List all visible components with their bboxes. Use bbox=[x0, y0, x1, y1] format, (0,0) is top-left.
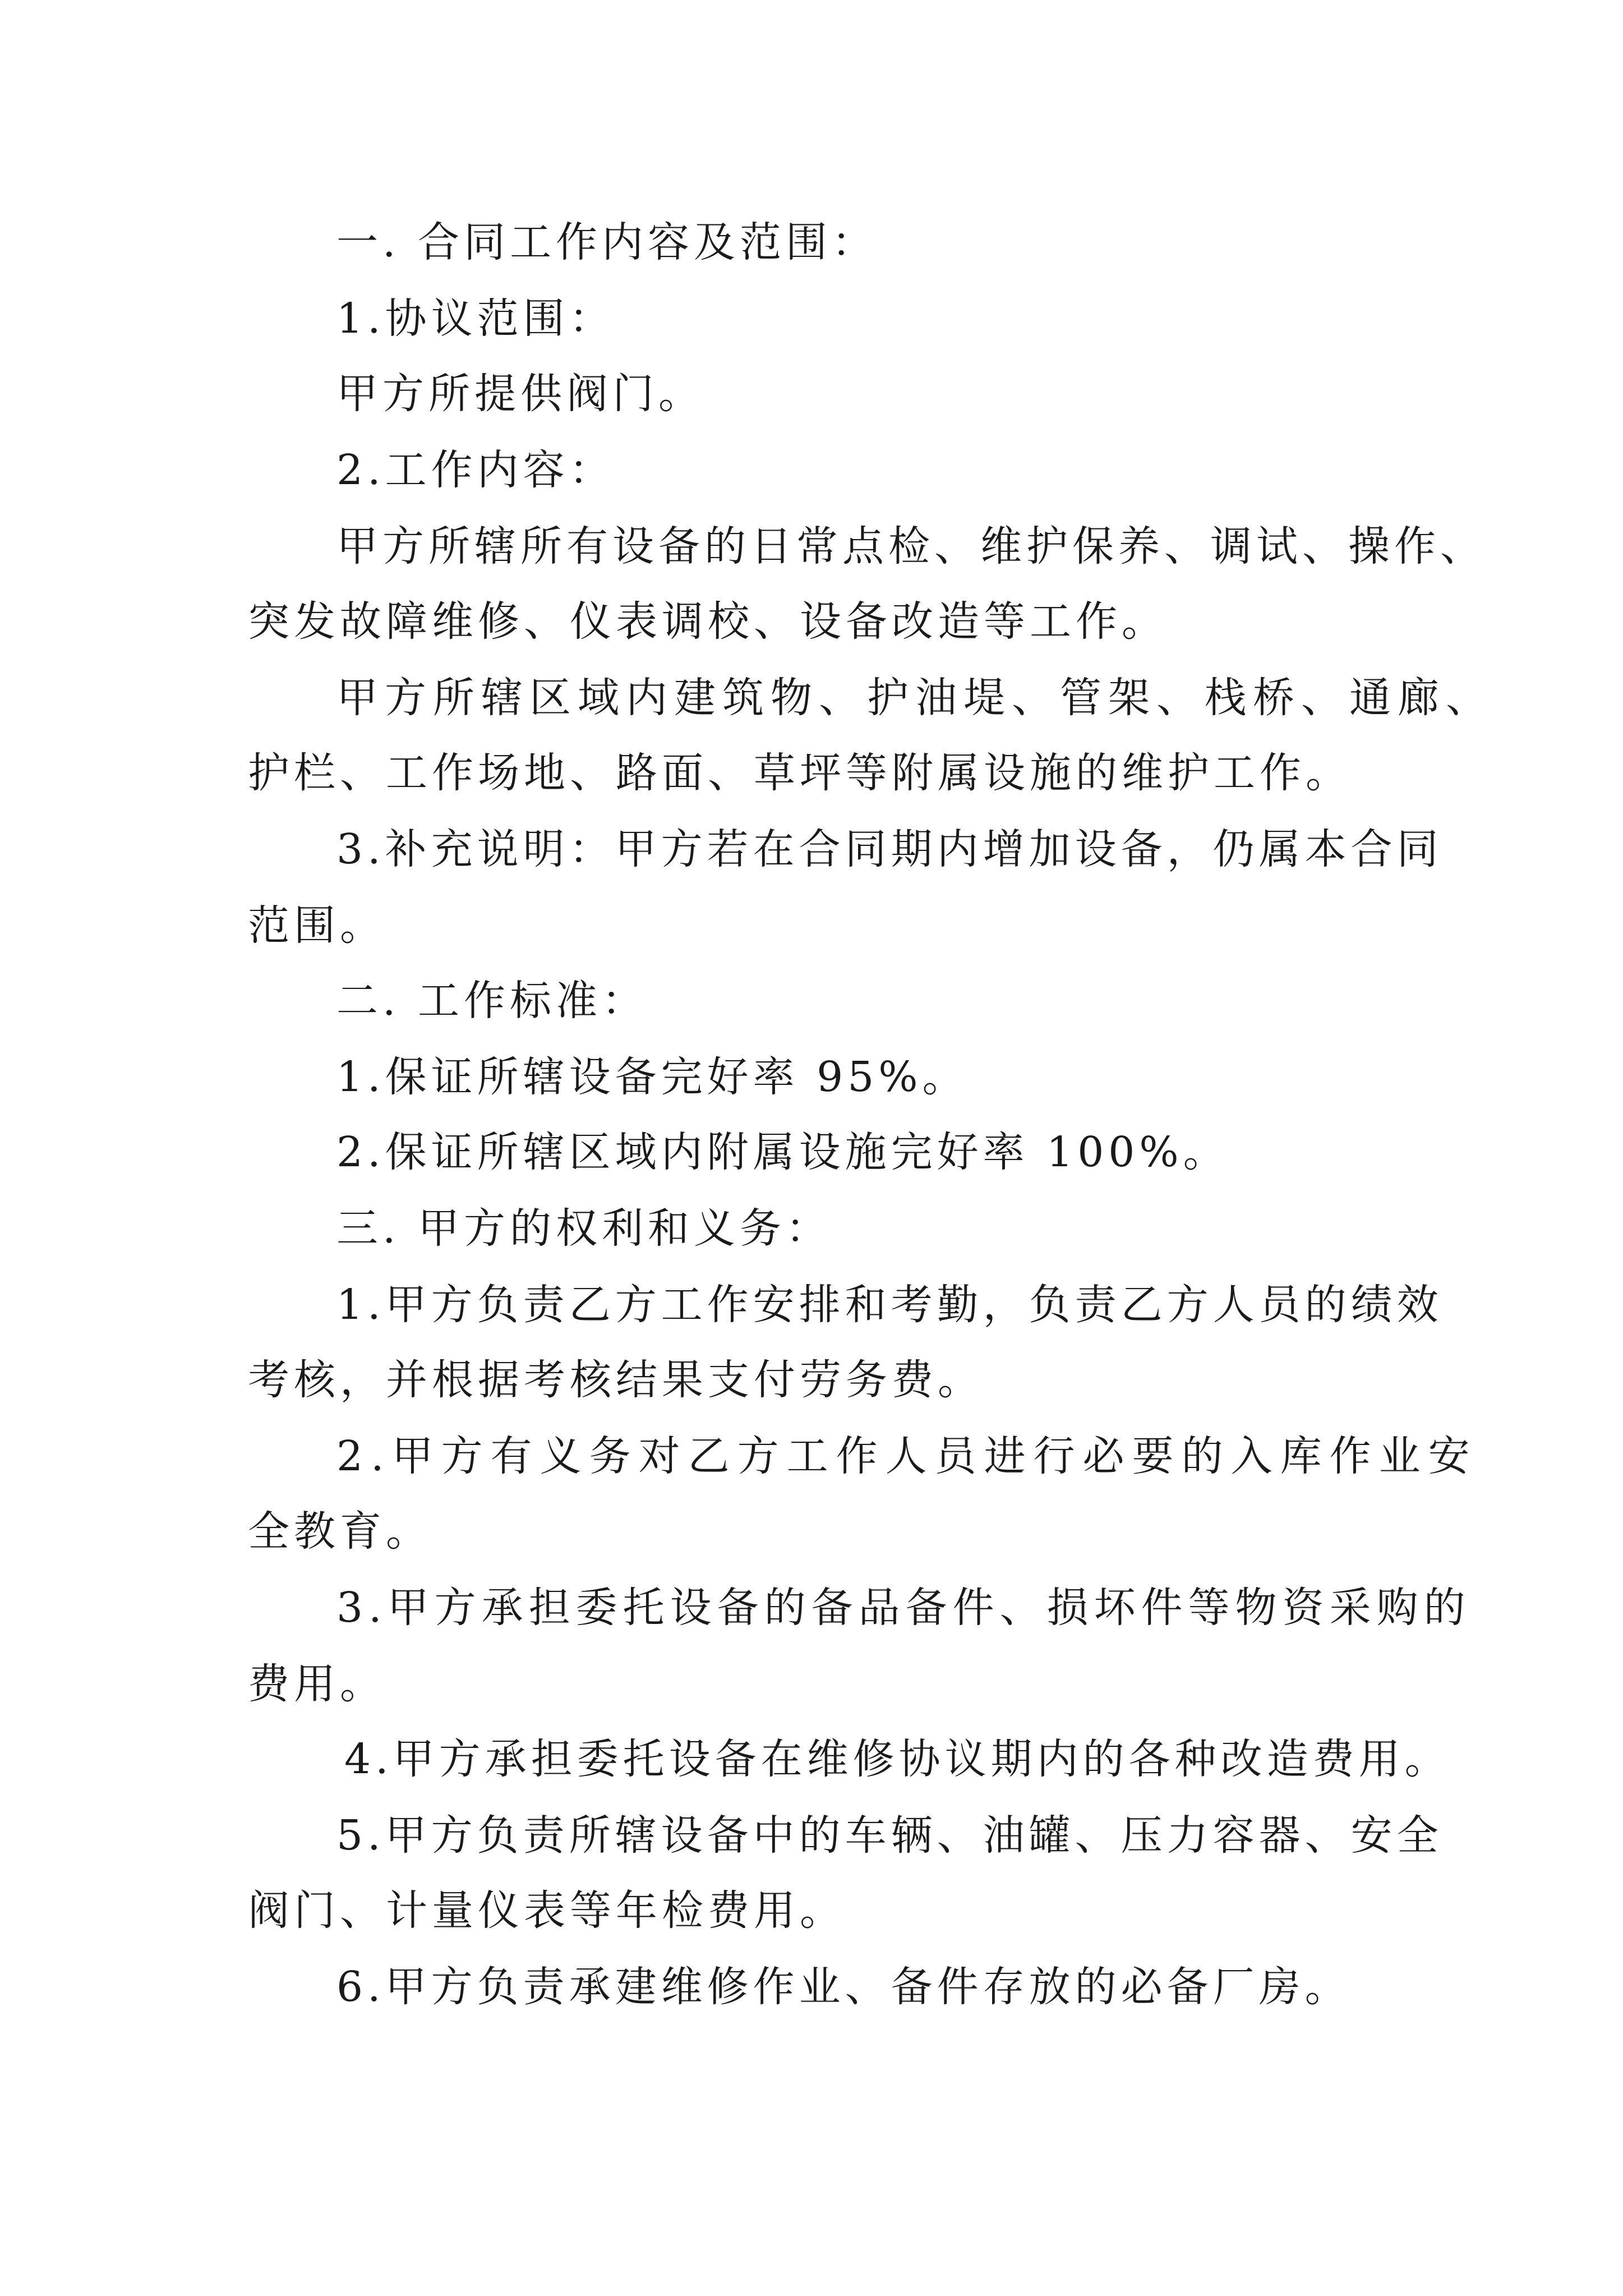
section-heading-2: 二. 工作标准： bbox=[336, 977, 648, 1025]
clause-3-6: 6.甲方负责承建维修作业、备件存放的必备厂房。 bbox=[336, 1963, 1351, 2011]
section-heading-3: 三. 甲方的权利和义务： bbox=[336, 1204, 832, 1253]
section-heading-1: 一. 合同工作内容及范围： bbox=[336, 218, 878, 266]
clause-3-1-line-1: 1.甲方负责乙方工作安排和考勤，负责乙方人员的绩效 bbox=[336, 1281, 1443, 1329]
clause-1-2-body-line-2: 突发故障维修、仪表调校、设备改造等工作。 bbox=[248, 597, 1168, 646]
clause-3-5-line-2: 阀门、计量仪表等年检费用。 bbox=[248, 1887, 846, 1935]
clause-1-1-body: 甲方所提供阀门。 bbox=[336, 370, 704, 418]
clause-2-2: 2.保证所辖区域内附属设施完好率 100%。 bbox=[336, 1128, 1229, 1176]
clause-3-2-line-1: 2.甲方有义务对乙方工作人员进行必要的入库作业安 bbox=[336, 1432, 1478, 1480]
clause-1-3-line-2: 范围。 bbox=[248, 901, 386, 950]
clause-3-1-line-2: 考核，并根据考核结果支付劳务费。 bbox=[248, 1356, 984, 1404]
clause-1-3-line-1: 3.补充说明：甲方若在合同期内增加设备，仍属本合同 bbox=[336, 825, 1443, 873]
clause-1-2-body-line-1: 甲方所辖所有设备的日常点检、维护保养、调试、操作、 bbox=[336, 522, 1486, 570]
clause-1-2-heading: 2.工作内容： bbox=[336, 446, 615, 494]
clause-1-1-heading: 1.协议范围： bbox=[336, 295, 615, 343]
clause-3-3-line-2: 费用。 bbox=[248, 1660, 386, 1708]
clause-3-3-line-1: 3.甲方承担委托设备的备品备件、损坏件等物资采购的 bbox=[336, 1584, 1471, 1632]
clause-3-4: 4.甲方承担委托设备在维修协议期内的各种改造费用。 bbox=[344, 1735, 1451, 1783]
clause-1-2-body2-line-1: 甲方所辖区域内建筑物、护油堤、管架、栈桥、通廊、 bbox=[336, 674, 1494, 722]
clause-3-5-line-1: 5.甲方负责所辖设备中的车辆、油罐、压力容器、安全 bbox=[336, 1811, 1443, 1860]
clause-2-1: 1.保证所辖设备完好率 95%。 bbox=[336, 1053, 969, 1101]
clause-1-2-body2-line-2: 护栏、工作场地、路面、草坪等附属设施的维护工作。 bbox=[248, 749, 1352, 797]
clause-3-2-line-2: 全教育。 bbox=[248, 1507, 432, 1556]
